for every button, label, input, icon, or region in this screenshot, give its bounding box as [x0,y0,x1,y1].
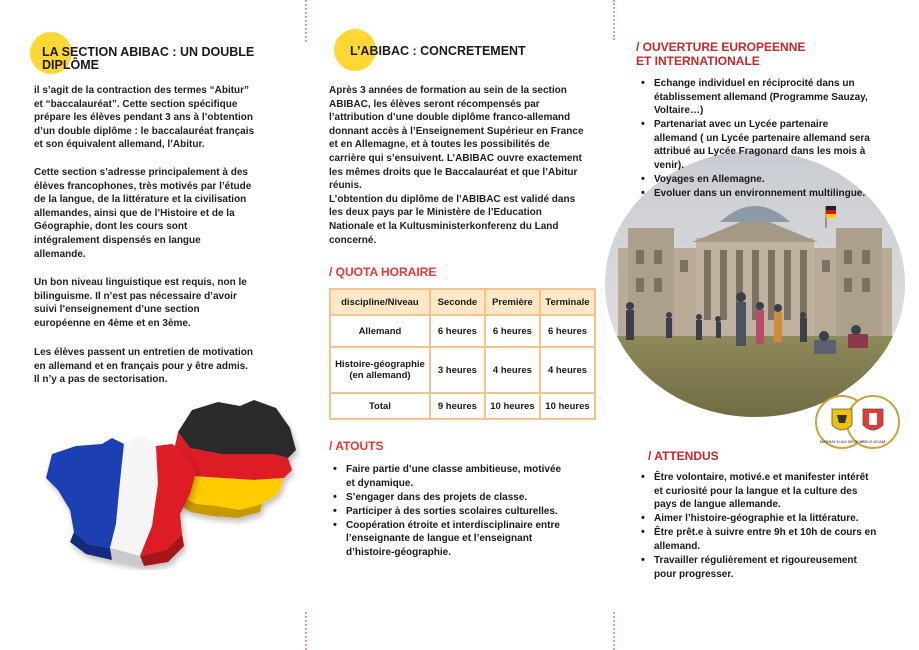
list-item: • Evoluer dans un environnement multilingue. [638,187,898,201]
table-cell: 3 heures [431,348,484,392]
fold-line-left-bottom [305,612,307,650]
paragraph-entretien: Les élèves passent un entretien de motivation en allemand et en français pour y être admis. Il n’y a pas de sectorisation. [34,347,253,386]
heading-attendus: / ATTENDUS [648,449,719,463]
list-item: • Participer à des sorties scolaires culturelles. [330,505,605,519]
list-item: • Être prêt.e à suivre entre 9h et 10h de cours en allemand. [638,526,908,553]
section-title-concretement: L’ABIBAC : CONCRETEMENT [350,44,526,58]
svg-text:L’ISLE-ADAM: L’ISLE-ADAM [860,439,886,444]
table-cell: 4 heures [486,348,539,392]
list-item: • Coopération étroite et interdisciplinaire entre l’enseignante de langue et l’enseignant d’histoire-géographie. [330,519,605,560]
paragraph-niveau: Un bon niveau linguistique est requis, non le bilinguisme. Il n’est pas nécessaire d’avoir suivi l’enseignement d’une section européenne en 4ème et en 3ème. [34,277,247,329]
quota-horaire-table [329,288,596,420]
twin-city-seals-logo [815,391,901,453]
attendus-list [638,471,908,582]
table-row [331,348,594,392]
table-header-cell: discipline/Niveau [331,290,429,314]
heading-quota-horaire: / QUOTA HORAIRE [329,265,437,279]
table-header-cell: Terminale [541,290,594,314]
list-item: • Echange individuel en réciprocité dans un établissement allemand (Programme Sauzay, Voltaire…) [638,77,898,118]
paragraph-concretement: Après 3 années de formation au sein de la section ABIBAC, les élèves seront récompensés par l’attribution d’une double diplôme franco-allemand donnant accès à l’Enseignement Supérieur en France et en Allemagne, et à toutes les possibilités de carrière qui s’ensuivent. L’ABIBAC ouvre exactement les mêmes droits que le Baccalauréat et que l’Abitur réunis. L’obtention du diplôme de l’ABIBAC est validé dans les deux pays par le Ministère de l’Education Nationale et la Kultusministerkonferenz du Land concerné. [329,85,584,246]
table-header-cell: Première [486,290,539,314]
heading-ouverture-europeenne: / OUVERTURE EUROPEENNE ET INTERNATIONALE [636,40,806,68]
table-cell: 10 heures [541,394,594,418]
table-cell: 6 heures [541,316,594,346]
paragraph-public: Cette section s’adresse principalement à des élèves francophones, très motivés par l’étude de la langue, de la littérature et la civilisation allemandes, ainsi que de l’Histoire et de la Géographie, dont les cours sont intégralement dispensés en langue allemande. [34,167,252,260]
table-row [331,394,594,418]
section-title-abibac: LA SECTION ABIBAC : UN DOUBLE DIPLÔME [42,45,255,72]
fold-line-right-bottom [613,612,615,650]
table-cell: 4 heures [541,348,594,392]
fold-line-right [613,0,615,40]
list-item: • Être volontaire, motivé.e et manifester intérêt et curiosité pour la langue et la culture des pays de langue allemande. [638,471,908,512]
france-germany-map-illustration [40,398,302,570]
table-cell: 10 heures [486,394,539,418]
svg-text:MARBACH AM NECKAR: MARBACH AM NECKAR [819,439,865,444]
ouverture-list [638,77,898,201]
list-item: • Voyages en Allemagne. [638,173,898,187]
list-item: • Faire partie d’une classe ambitieuse, motivée et dynamique. [330,463,605,490]
table-cell: 9 heures [431,394,484,418]
table-header-row [331,290,594,314]
fold-line-left [305,0,307,42]
list-item: • Partenariat avec un Lycée partenaire allemand ( un Lycée partenaire allemand sera attribué au Lycée Fragonard dans les mois à venir). [638,118,898,172]
table-cell: 6 heures [486,316,539,346]
list-item: • Aimer l’histoire-géographie et la littérature. [638,512,908,526]
table-cell: Histoire-géographie (en allemand) [331,348,429,392]
table-header-cell: Seconde [431,290,484,314]
table-cell: Total [331,394,429,418]
atouts-list [330,463,605,560]
heading-atouts: / ATOUTS [329,439,384,453]
list-item: • S’engager dans des projets de classe. [330,491,605,505]
paragraph-definition: il s’agit de la contraction des termes “Abitur” et “baccalauréat”. Cette section spécifique prépare les élèves pendant 3 ans à l’obtention d’un double diplôme : le baccalauréat français et son équivalent allemand, l’Abitur. [34,85,255,151]
list-item: • Travailler régulièrement et rigoureusement pour progresser. [638,554,908,581]
table-cell: 6 heures [431,316,484,346]
table-row [331,316,594,346]
table-cell: Allemand [331,316,429,346]
